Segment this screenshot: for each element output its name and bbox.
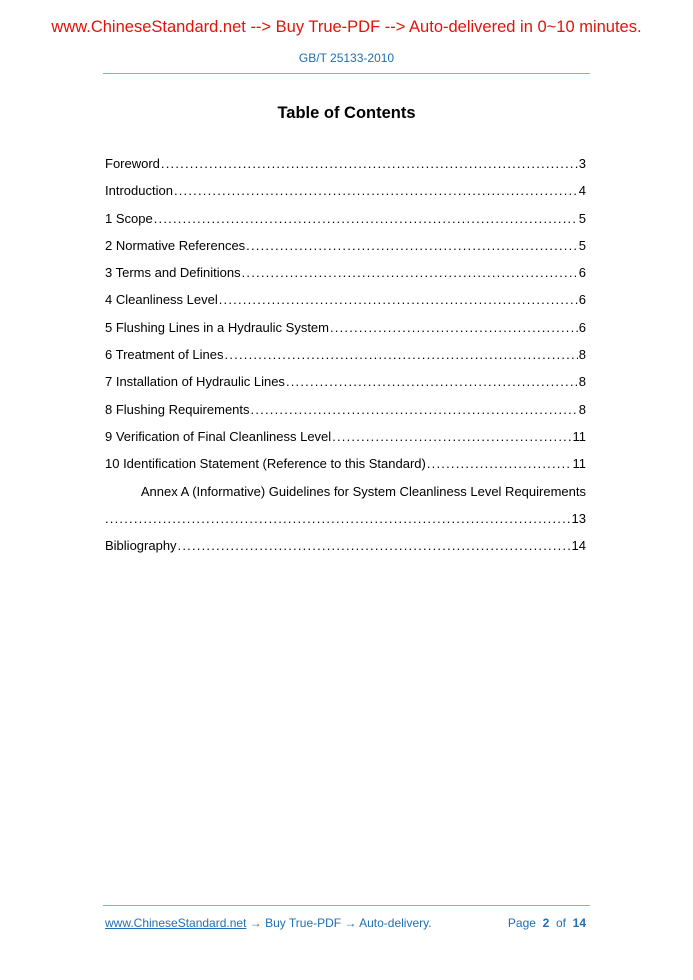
toc-leader-dots <box>161 154 578 174</box>
toc-leader-dots <box>332 427 571 447</box>
toc-title: Table of Contents <box>277 104 416 122</box>
toc-entry-page: 11 <box>572 428 586 444</box>
toc-entry-label: 6 Treatment of Lines <box>105 347 224 363</box>
toc-entry-label: 5 Flushing Lines in a Hydraulic System <box>105 319 329 335</box>
toc-leader-dots <box>178 536 571 556</box>
toc-entry-page: 6 <box>578 292 586 308</box>
toc-entry-page: 11 <box>572 456 586 472</box>
toc-entry-page: 6 <box>578 265 586 281</box>
header-divider <box>103 73 590 74</box>
toc-entry-page: 8 <box>578 374 586 390</box>
toc-entry-label: 4 Cleanliness Level <box>105 292 218 308</box>
toc-entry-label: 10 Identification Statement (Reference to this Standard) <box>105 456 426 472</box>
toc-leader-dots <box>174 181 578 201</box>
standard-number: GB/T 25133-2010 <box>298 51 395 65</box>
toc-leader-dots <box>246 236 578 256</box>
toc-entry-flushing-requirements[interactable] <box>105 400 586 427</box>
page-label: Page <box>507 916 536 930</box>
toc-entry-page: 3 <box>578 156 586 171</box>
toc-entry-label: 9 Verification of Final Cleanliness Level <box>105 428 332 444</box>
toc-entry-installation[interactable] <box>105 372 586 399</box>
toc-entry-label: 7 Installation of Hydraulic Lines <box>105 374 285 390</box>
toc-entry-verification[interactable] <box>105 427 586 454</box>
toc-entry-treatment-of-lines[interactable] <box>105 345 586 372</box>
toc-leader-dots <box>154 209 578 229</box>
toc-entry-scope[interactable] <box>105 209 586 236</box>
header-banner[interactable]: www.ChineseStandard.net --> Buy True-PDF --> Auto-delivered in 0~10 minutes. <box>51 18 642 36</box>
toc-entry-label: 3 Terms and Definitions <box>105 265 241 281</box>
toc-leader-dots <box>251 400 578 420</box>
toc-entry-label: Bibliography <box>105 538 177 554</box>
page-footer <box>105 916 586 930</box>
toc-entry-terms-definitions[interactable] <box>105 263 586 290</box>
toc-leader-dots <box>219 290 578 310</box>
toc-entry-page: 8 <box>578 401 586 417</box>
page-of: of <box>555 916 566 930</box>
toc-entry-cleanliness-level[interactable] <box>105 290 586 317</box>
toc-entry-label: Introduction <box>105 183 173 199</box>
toc-entry-label: 8 Flushing Requirements <box>105 401 250 417</box>
toc-entry-foreword[interactable] <box>105 154 586 181</box>
toc-leader-dots <box>105 509 571 529</box>
page-current: 2 <box>542 916 550 930</box>
toc-entry-annex-a[interactable] <box>105 482 586 537</box>
toc-entry-label: 1 Scope <box>105 210 153 226</box>
footer-promo-text: → Buy True-PDF → Auto-delivery. <box>246 916 432 930</box>
toc-entry-page: 8 <box>578 347 586 363</box>
toc-entry-page: 5 <box>578 237 586 253</box>
toc-leader-dots <box>242 263 578 283</box>
toc-entry-bibliography[interactable] <box>105 536 586 563</box>
toc-leader-dots <box>330 318 578 338</box>
toc-entry-label: 2 Normative References <box>105 237 246 253</box>
footer-divider <box>103 905 590 906</box>
toc-leader-dots <box>225 345 578 365</box>
toc-entry-page: 4 <box>578 183 586 199</box>
toc-entry-label: Foreword <box>105 156 160 171</box>
toc-entry-page: 6 <box>578 319 586 335</box>
toc-entry-page: 5 <box>578 210 586 226</box>
toc-entry-label: Annex A (Informative) Guidelines for System Cleanliness Level Requirements <box>140 483 586 499</box>
toc-leader-dots <box>286 372 578 392</box>
footer-site-link[interactable]: www.ChineseStandard.net <box>105 916 247 930</box>
page-total: 14 <box>572 916 586 930</box>
toc-entry-page: 13 <box>571 510 586 526</box>
toc-entry-introduction[interactable] <box>105 181 586 208</box>
toc-leader-dots <box>427 454 572 474</box>
toc-entry-normative-references[interactable] <box>105 236 586 263</box>
page-indicator <box>508 916 586 930</box>
toc-entry-identification-statement[interactable] <box>105 454 586 481</box>
table-of-contents <box>105 154 586 563</box>
toc-entry-page: 14 <box>571 538 586 554</box>
toc-entry-flushing-lines[interactable] <box>105 318 586 345</box>
footer-promo <box>105 916 432 930</box>
